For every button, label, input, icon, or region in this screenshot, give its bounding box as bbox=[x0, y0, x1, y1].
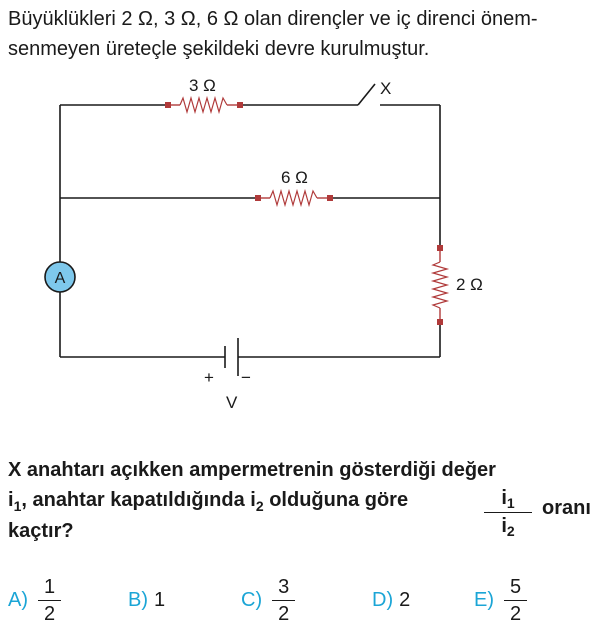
switch-label: X bbox=[380, 79, 392, 98]
battery bbox=[225, 338, 238, 376]
resistor-2-ohm bbox=[433, 245, 447, 325]
intro-line-1: Büyüklükleri 2 Ω, 3 Ω, 6 Ω olan dirençler ve iç direnci önem- bbox=[8, 8, 538, 30]
resistor-6-ohm bbox=[255, 191, 333, 205]
answer-options bbox=[8, 570, 600, 630]
ammeter-label: A bbox=[54, 270, 66, 287]
ratio-numerator: $i_1$ bbox=[484, 485, 532, 513]
option-d-value: 2 bbox=[399, 588, 411, 611]
option-d-letter: D) bbox=[372, 588, 394, 611]
resistor-6-label: 6 Ω bbox=[281, 168, 308, 187]
intro-line-2: senmeyen üreteçle şekildeki devre kurulmuştur. bbox=[8, 38, 430, 60]
ratio-tail: oranı bbox=[542, 497, 591, 519]
resistor-3-label: 3 Ω bbox=[189, 76, 216, 95]
problem-intro bbox=[8, 4, 600, 64]
option-c-letter: C) bbox=[241, 588, 263, 611]
option-e-letter: E) bbox=[474, 588, 494, 611]
option-c-fraction: $\frac{3}{2}$ bbox=[272, 574, 295, 627]
option-e[interactable] bbox=[474, 570, 531, 630]
option-d[interactable] bbox=[372, 570, 410, 630]
question-line-1: X anahtarı açıkken ampermetrenin gösterdiği değer bbox=[8, 459, 496, 481]
option-b-letter: B) bbox=[128, 588, 148, 611]
circuit-wires bbox=[60, 105, 440, 357]
ammeter bbox=[45, 262, 75, 292]
question-part-b: olduğuna göre bbox=[263, 489, 409, 511]
option-e-fraction: $\frac{5}{2}$ bbox=[504, 574, 527, 627]
ratio-denominator: $i_2$ bbox=[501, 515, 515, 539]
ratio-fraction bbox=[484, 485, 532, 540]
current-i1: $i_1$ bbox=[8, 489, 22, 514]
option-b[interactable] bbox=[128, 570, 165, 630]
option-c[interactable] bbox=[241, 570, 299, 630]
resistor-2-label: 2 Ω bbox=[456, 275, 483, 294]
battery-plus-label: + bbox=[204, 368, 214, 387]
battery-voltage-label: V bbox=[226, 393, 238, 412]
current-i2: $i_2$ bbox=[250, 489, 264, 514]
circuit-diagram bbox=[0, 70, 607, 420]
option-a[interactable] bbox=[8, 570, 65, 630]
option-b-value: 1 bbox=[154, 588, 166, 611]
switch-x bbox=[358, 84, 375, 105]
resistor-3-ohm bbox=[165, 98, 243, 112]
option-a-letter: A) bbox=[8, 588, 28, 611]
battery-minus-label: − bbox=[241, 368, 251, 387]
question-part-a: , anahtar kapatıldığında bbox=[21, 489, 251, 511]
question-line-3: kaçtır? bbox=[8, 520, 74, 542]
option-a-fraction: $\frac{1}{2}$ bbox=[38, 574, 61, 627]
